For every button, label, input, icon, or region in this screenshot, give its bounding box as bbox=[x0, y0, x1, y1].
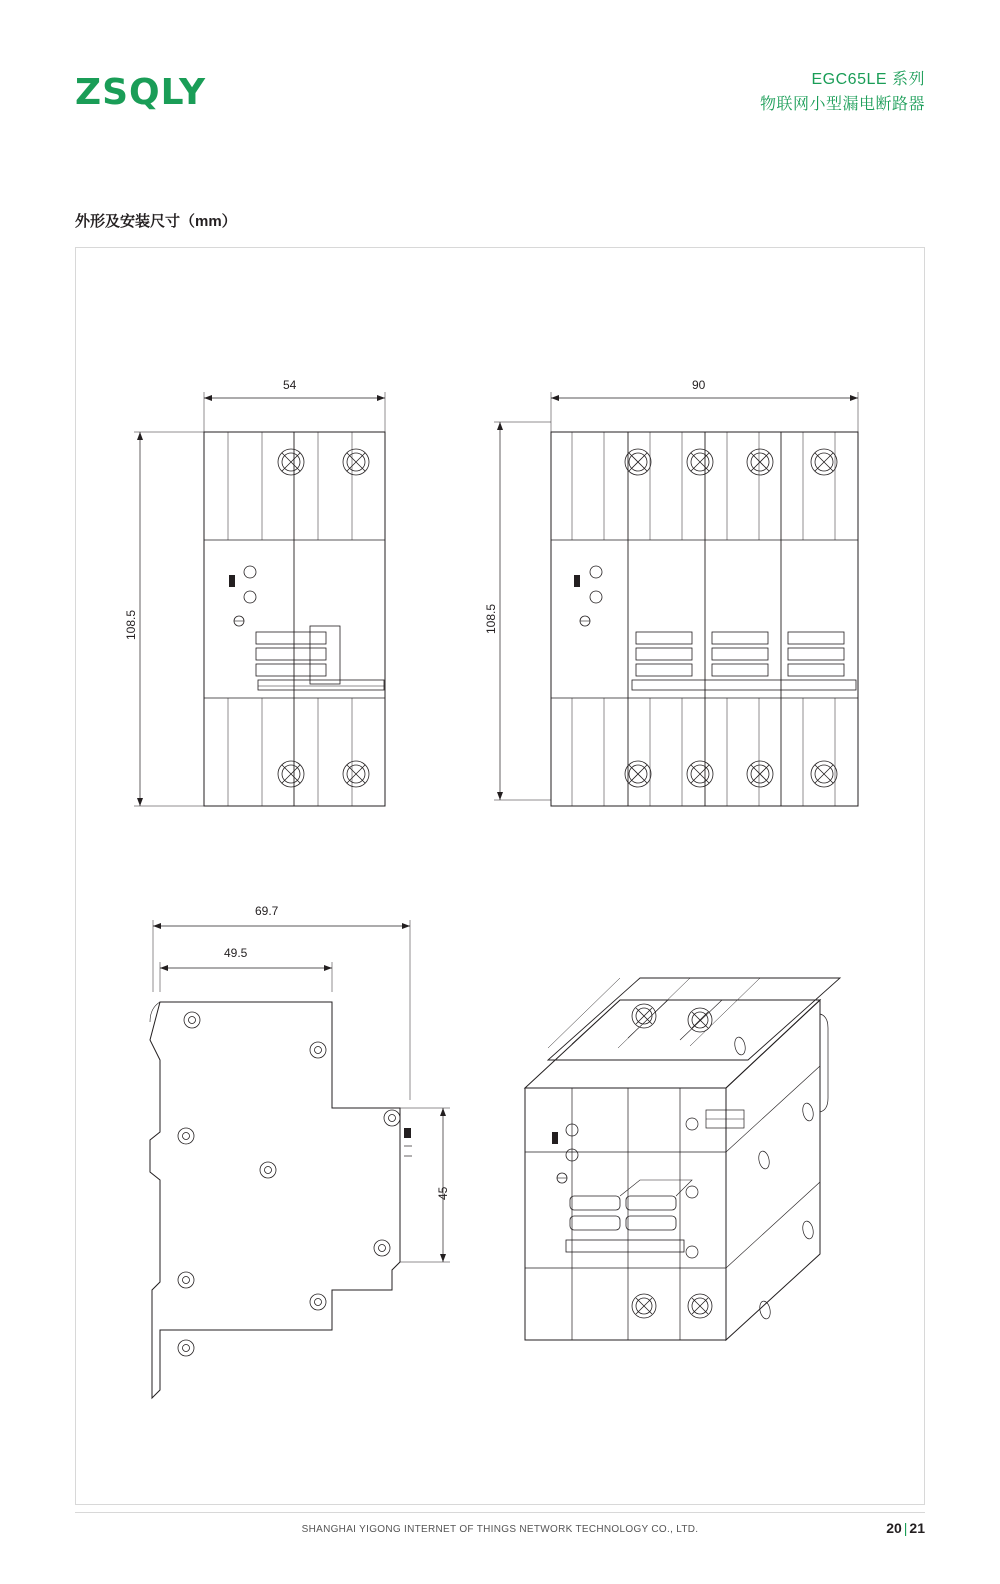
page-footer bbox=[0, 1512, 1000, 1552]
dim-label-side-height: 45 bbox=[436, 1186, 450, 1200]
dim-label-4p-width: 90 bbox=[692, 378, 706, 392]
dim-label-4p-height: 108.5 bbox=[484, 603, 498, 634]
product-series-name: EGC65LE 系列 bbox=[811, 71, 925, 88]
page-number-right: 21 bbox=[909, 1520, 925, 1536]
dim-label-2p-height: 108.5 bbox=[124, 609, 138, 640]
content-frame bbox=[75, 247, 925, 1505]
dim-label-2p-width: 54 bbox=[283, 378, 297, 392]
product-title bbox=[760, 68, 925, 118]
section-heading: 外形及安装尺寸（mm） bbox=[75, 213, 237, 230]
footer-company: SHANGHAI YIGONG INTERNET OF THINGS NETWORK TECHNOLOGY CO., LTD. bbox=[301, 1524, 699, 1535]
dim-label-side-depth-body: 49.5 bbox=[224, 946, 248, 960]
company-logo: ZSQLY bbox=[75, 72, 207, 113]
page-number-left: 20 bbox=[886, 1520, 902, 1536]
footer-divider bbox=[75, 1512, 925, 1513]
product-subtitle: 物联网小型漏电断路器 bbox=[759, 95, 925, 113]
page-number bbox=[886, 1520, 925, 1536]
page-number-separator: | bbox=[903, 1520, 908, 1536]
dim-label-side-depth-total: 69.7 bbox=[255, 904, 279, 918]
page-header bbox=[0, 0, 1000, 150]
